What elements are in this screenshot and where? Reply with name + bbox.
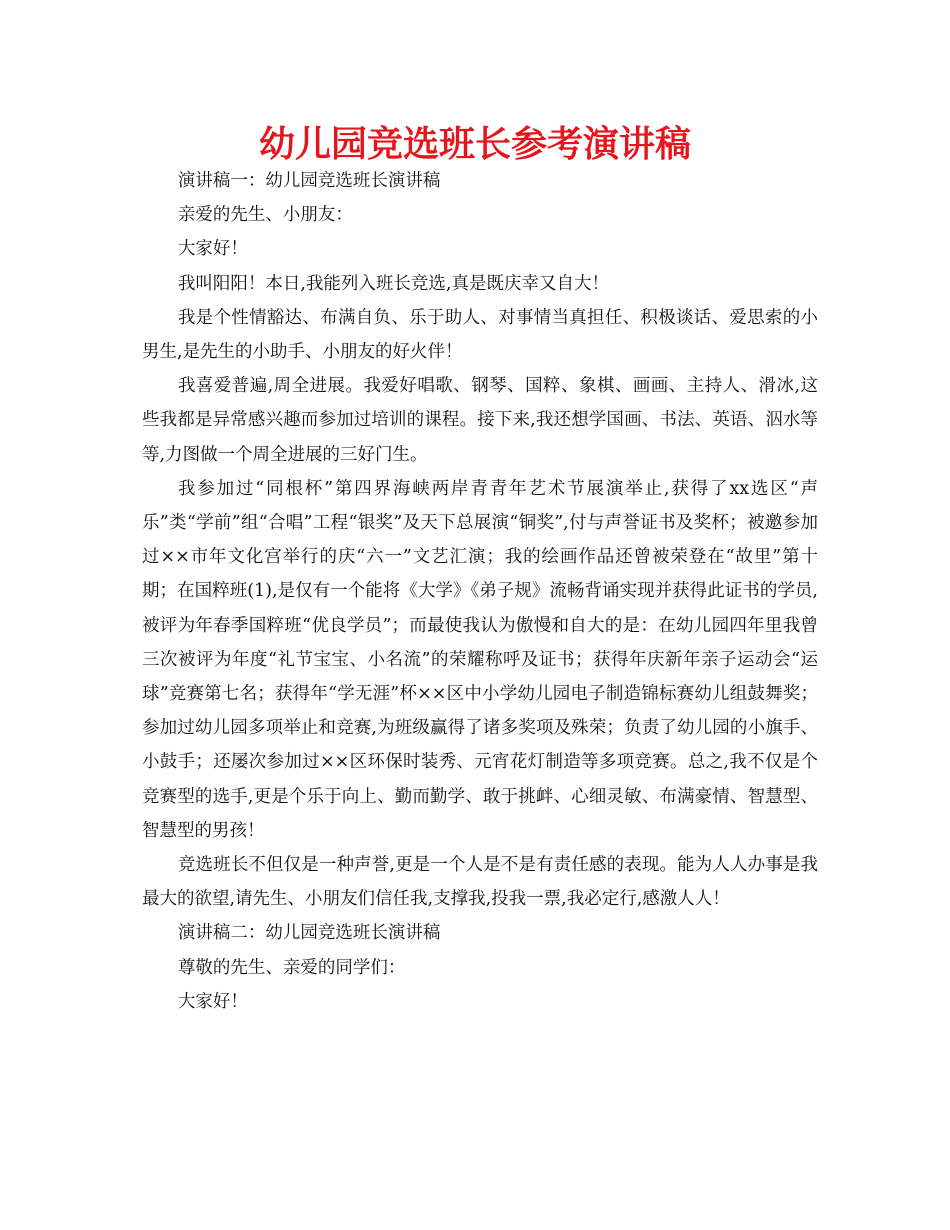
paragraph: 大家好！ xyxy=(177,991,248,1012)
paragraph: 我叫阳阳！本日,我能列入班长竞选,真是既庆幸又自大！ xyxy=(177,273,609,294)
paragraph: 大家好！ xyxy=(177,239,248,260)
paragraph: 我喜爱普遍,周全进展。我爱好唱歌、钢琴、国粹、象棋、画画、主持人、滑冰,这些我都是异常感兴趣而参加过培训的课程。接下来,我还想学国画、书法、英语、泅水等等,力图做一个周全进展的三好门生。 xyxy=(142,376,818,465)
paragraph: 尊敬的先生、亲爱的同学们： xyxy=(177,957,406,978)
document-title: 幼儿园竞选班长参考演讲稿 xyxy=(258,124,691,165)
paragraph: 我是个性情豁达、布满自负、乐于助人、对事情当真担任、积极谈话、爱思索的小男生,是先生的小助手、小朋友的好火伴！ xyxy=(142,307,818,363)
paragraph: 演讲稿二：幼儿园竞选班长演讲稿 xyxy=(177,923,441,944)
paragraph: 亲爱的先生、小朋友： xyxy=(177,205,353,226)
paragraph: 我参加过“同根杯”第四界海峡两岸青青年艺术节展演举止,获得了xx选区“声乐”类“学前”组“合唱”工程“银奖”及天下总展演“铜奖”,付与声誉证书及奖杯；被邀参加过××市年文化宫举行的庆“六一”文艺汇演；我的绘画作品还曾被荣登在“故里”第十期；在国粹班(1),是仅有一个能将《大学》《弟子规》流畅背诵实现并获得此证书的学员,被评为年春季国粹班“优良学员”；而最使我认为傲慢和自大的是：在幼儿园四年里我曾三次被评为年度“礼节宝宝、小名流”的荣耀称呼及证书；获得年庆新年亲子运动会“运球”竞赛第七名；获得年“学无涯”杯××区中小学幼儿园电子制造锦标赛幼儿组鼓舞奖；参加过幼儿园多项举止和竞赛,为班级赢得了诸多奖项及殊荣；负责了幼儿园的小旗手、小鼓手；还屡次参加过××区环保时装秀、元宵花灯制造等多项竞赛。总之,我不仅是个竞赛型的选手,更是个乐于向上、勤而勤学、敢于挑衅、心细灵敏、布满豪情、智慧型、智慧型的男孩！ xyxy=(142,478,818,841)
paragraph: 演讲稿一：幼儿园竞选班长演讲稿 xyxy=(177,171,441,191)
document-body xyxy=(142,164,818,1019)
paragraph: 竞选班长不但仅是一种声誉,更是一个人是不是有责任感的表现。能为人人办事是我最大的欲望,请先生、小朋友们信任我,支撑我,投我一票,我必定行,感激人人！ xyxy=(142,855,818,910)
